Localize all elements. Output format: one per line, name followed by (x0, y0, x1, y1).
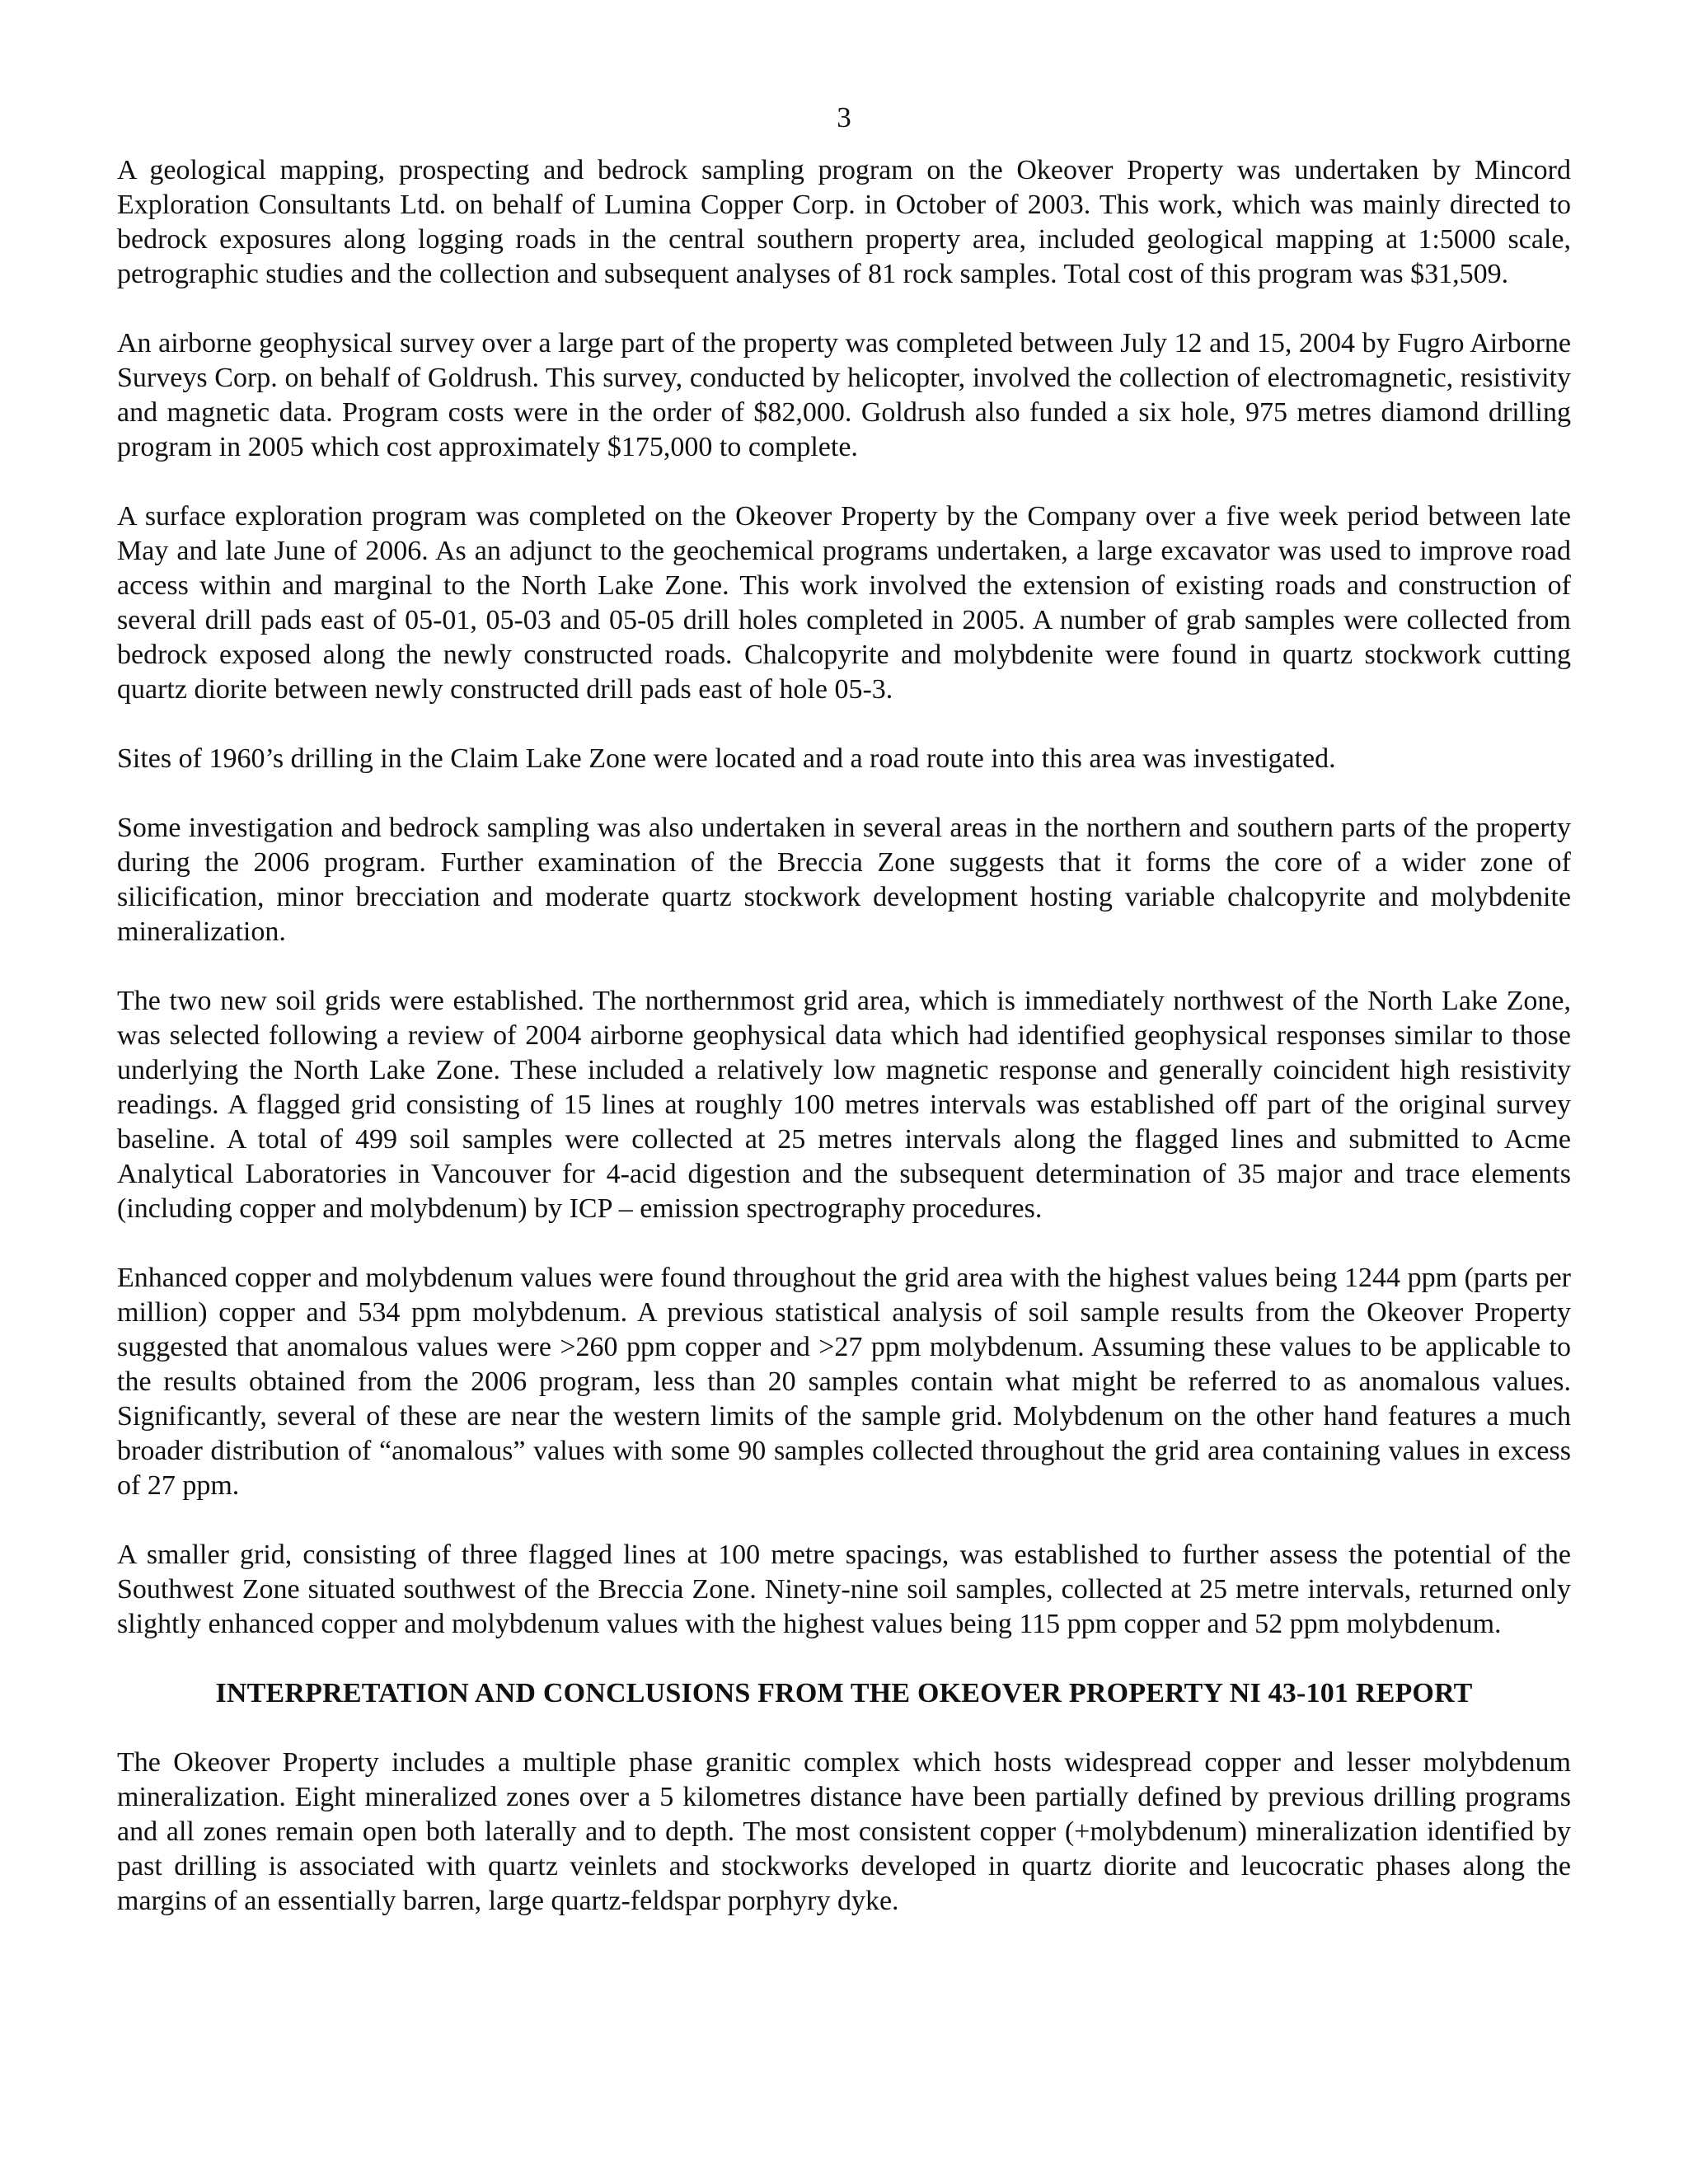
paragraph-2006-surface-program: A surface exploration program was completed on the Okeover Property by the Company over a five week period between late May and late June of 2006. As an adjunct to the geochemical programs undertaken, a large excavator was used to improve road access within and marginal to the North Lake Zone. This work involved the extension of existing roads and construction of several drill pads east of 05-01, 05-03 and 05-05 drill holes completed in 2005. A number of grab samples were collected from bedrock exposed along the newly constructed roads. Chalcopyrite and molybdenite were found in quartz stockwork cutting quartz diorite between newly constructed drill pads east of hole 05-3. (117, 501, 1571, 705)
paragraph-southwest-grid: A smaller grid, consisting of three flagged lines at 100 metre spacings, was established to further assess the potential of the Southwest Zone situated southwest of the Breccia Zone. Ninety-nine soil samples, collected at 25 metre intervals, returned only slightly enhanced copper and molybdenum values with the highest values being 115 ppm copper and 52 ppm molybdenum. (117, 1540, 1571, 1639)
paragraph-conclusions: The Okeover Property includes a multiple phase granitic complex which hosts widespread copper and lesser molybdenum mineralization. Eight mineralized zones over a 5 kilometres distance have been partially defined by previous drilling programs and all zones remain open both laterally and to depth. The most consistent copper (+molybdenum) mineralization identified by past drilling is associated with quartz veinlets and stockworks developed in quartz diorite and leucocratic phases along the margins of an essentially barren, large quartz-feldspar porphyry dyke. (117, 1747, 1571, 1916)
paragraph-airborne-survey: An airborne geophysical survey over a large part of the property was completed between July 12 and 15, 2004 by Fugro Airborne Surveys Corp. on behalf of Goldrush. This survey, conducted by helicopter, involved the collection of electromagnetic, resistivity and magnetic data. Program costs were in the order of $82,000. Goldrush also funded a six hole, 975 metres diamond drilling program in 2005 which cost approximately $175,000 to complete. (117, 328, 1571, 462)
paragraph-soil-grids: The two new soil grids were established. The northernmost grid area, which is immediately northwest of the North Lake Zone, was selected following a review of 2004 airborne geophysical data which had identified geophysical responses similar to those underlying the North Lake Zone. These included a relatively low magnetic response and generally coincident high resistivity readings. A flagged grid consisting of 15 lines at roughly 100 metres intervals was established off part of the original survey baseline. A total of 499 soil samples were collected at 25 metres intervals along the flagged lines and submitted to Acme Analytical Laboratories in Vancouver for 4-acid digestion and the subsequent determination of 35 major and trace elements (including copper and molybdenum) by ICP – emission spectrography procedures. (117, 986, 1571, 1224)
document-body (117, 153, 1571, 1953)
paragraph-soil-results: Enhanced copper and molybdenum values were found throughout the grid area with the highest values being 1244 ppm (parts per million) copper and 534 ppm molybdenum. A previous statistical analysis of soil sample results from the Okeover Property suggested that anomalous values were >260 ppm copper and >27 ppm molybdenum. Assuming these values to be applicable to the results obtained from the 2006 program, less than 20 samples contain what might be referred to as anomalous values. Significantly, several of these are near the western limits of the sample grid. Molybdenum on the other hand features a much broader distribution of “anomalous” values with some 90 samples collected throughout the grid area containing values in excess of 27 ppm. (117, 1263, 1571, 1501)
paragraph-claim-lake-zone: Sites of 1960’s drilling in the Claim Lake Zone were located and a road route into this area was investigated. (117, 743, 1336, 774)
paragraph-2003-mapping-program: A geological mapping, prospecting and bedrock sampling program on the Okeover Property was undertaken by Mincord Exploration Consultants Ltd. on behalf of Lumina Copper Corp. in October of 2003. This work, which was mainly directed to bedrock exposures along logging roads in the central southern property area, included geological mapping at 1:5000 scale, petrographic studies and the collection and subsequent analyses of 81 rock samples. Total cost of this program was $31,509. (117, 155, 1571, 289)
page-number: 3 (837, 101, 851, 134)
section-heading: INTERPRETATION AND CONCLUSIONS FROM THE OKEOVER PROPERTY NI 43-101 REPORT (215, 1678, 1473, 1708)
paragraph-breccia-zone: Some investigation and bedrock sampling was also undertaken in several areas in the northern and southern parts of the property during the 2006 program. Further examination of the Breccia Zone suggests that it forms the core of a wider zone of silicification, minor brecciation and moderate quartz stockwork development hosting variable chalcopyrite and molybdenite mineralization. (117, 813, 1571, 947)
